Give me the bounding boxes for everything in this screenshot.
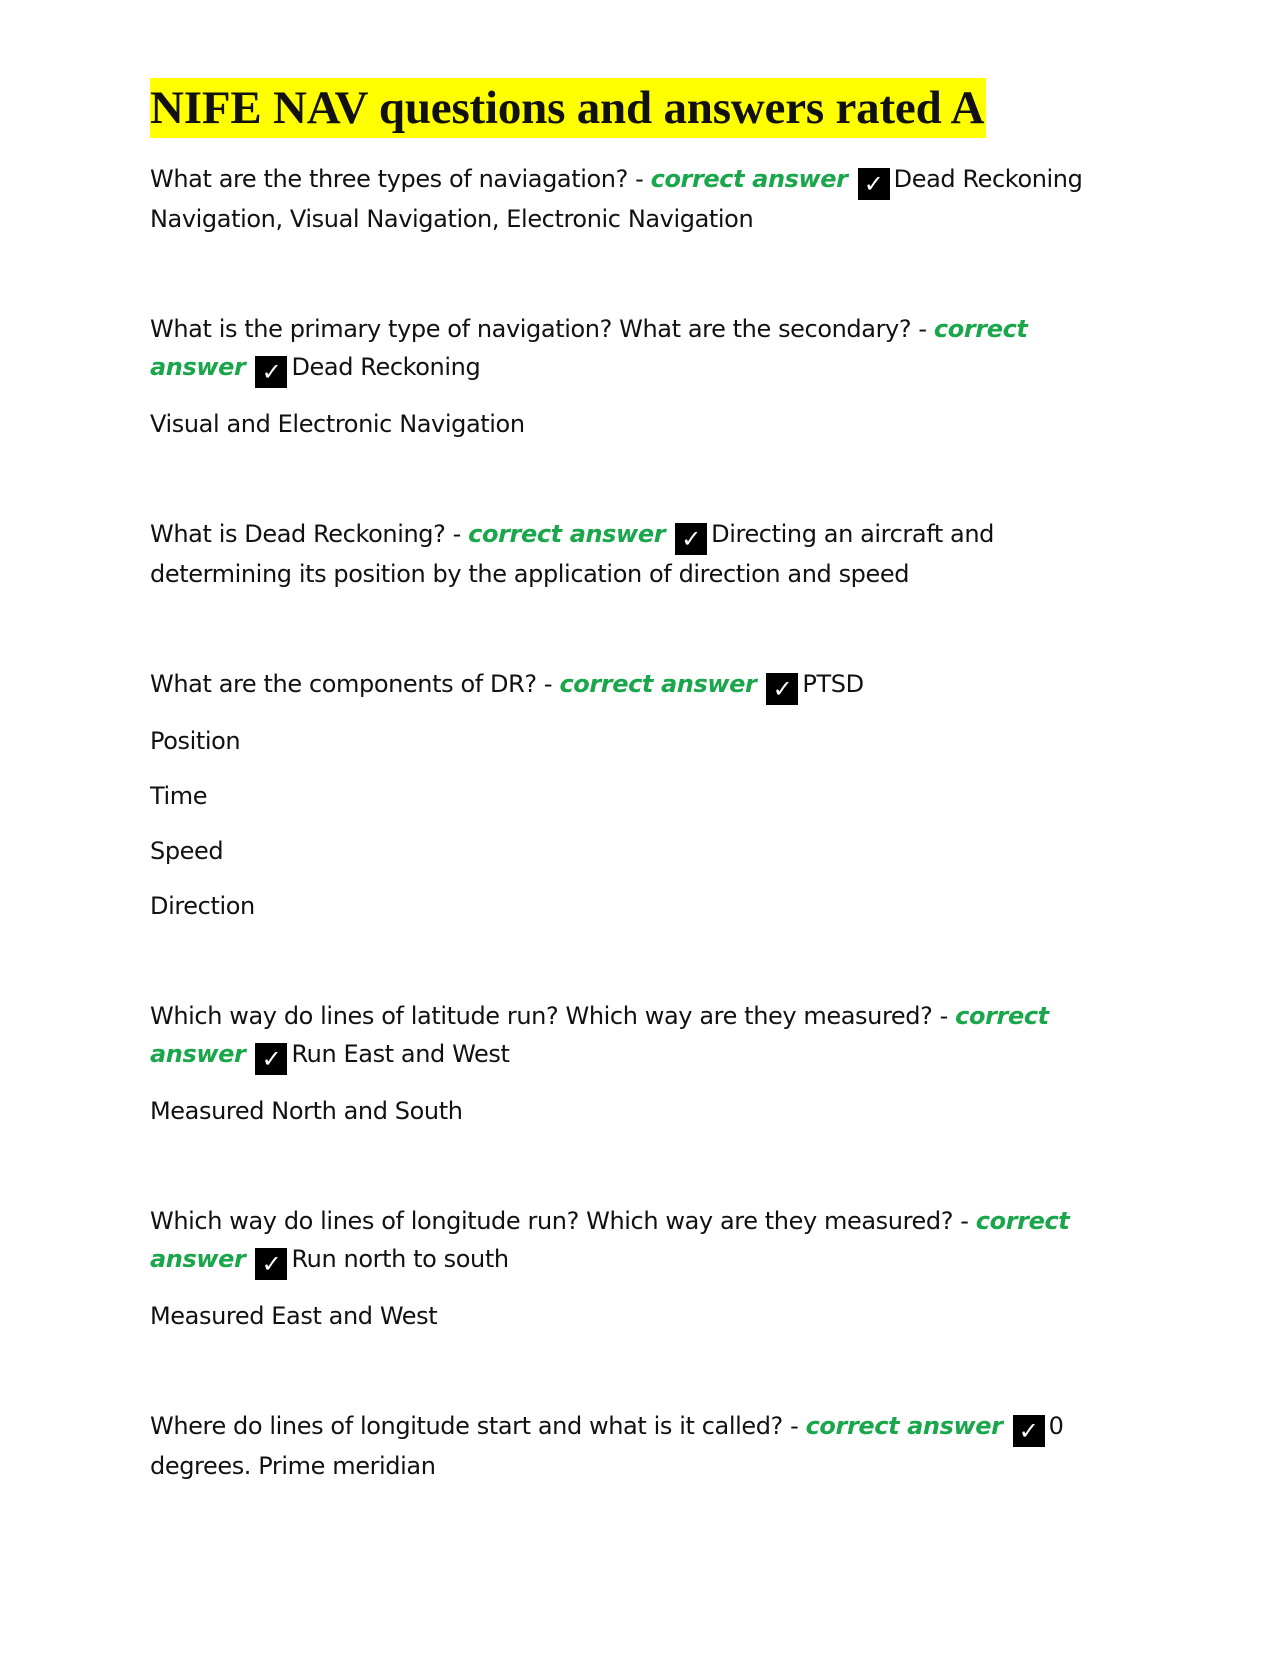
answer-extra-line: Measured East and West bbox=[150, 1302, 438, 1330]
qa-question-line bbox=[150, 997, 1130, 1075]
question-text: Which way do lines of latitude run? Which way are they measured? - bbox=[150, 1002, 956, 1030]
checkmark-icon: ✓ bbox=[1013, 1415, 1045, 1447]
qa-question-line bbox=[150, 1202, 1130, 1280]
qa-item bbox=[150, 310, 1130, 443]
answer-extra-line: Measured North and South bbox=[150, 1097, 463, 1125]
qa-item bbox=[150, 997, 1130, 1130]
correct-answer-label: correct answer bbox=[150, 1002, 1049, 1068]
answer-extra-line: Visual and Electronic Navigation bbox=[150, 410, 525, 438]
qa-item bbox=[150, 515, 1130, 593]
correct-answer-label: correct answer bbox=[468, 520, 666, 548]
answer-text: 0 degrees. Prime meridian bbox=[150, 1412, 1064, 1480]
checkmark-icon: ✓ bbox=[675, 523, 707, 555]
correct-answer-label: correct answer bbox=[805, 1412, 1003, 1440]
qa-item bbox=[150, 665, 1130, 925]
correct-answer-label: correct answer bbox=[559, 670, 757, 698]
answer-text: Dead Reckoning Navigation, Visual Navigation, Electronic Navigation bbox=[150, 165, 1083, 233]
answer-text: Dead Reckoning bbox=[291, 353, 481, 381]
answer-text: PTSD bbox=[802, 670, 864, 698]
question-text: Where do lines of longitude start and what is it called? - bbox=[150, 1412, 806, 1440]
checkmark-icon: ✓ bbox=[255, 356, 287, 388]
answer-extra-line: Direction bbox=[150, 892, 255, 920]
answer-text: Run East and West bbox=[291, 1040, 510, 1068]
document-page bbox=[150, 78, 1130, 1485]
checkmark-icon: ✓ bbox=[766, 673, 798, 705]
qa-question-line bbox=[150, 310, 1130, 388]
qa-item bbox=[150, 160, 1130, 238]
qa-question-line bbox=[150, 515, 1130, 593]
qa-question-line bbox=[150, 665, 1130, 705]
correct-answer-label: correct answer bbox=[150, 315, 1028, 381]
answer-text: Run north to south bbox=[291, 1245, 509, 1273]
checkmark-icon: ✓ bbox=[255, 1043, 287, 1075]
question-text: What is Dead Reckoning? - bbox=[150, 520, 469, 548]
document-title: NIFE NAV questions and answers rated A bbox=[150, 78, 986, 138]
answer-text: Directing an aircraft and determining its position by the application of direction and speed bbox=[150, 520, 995, 588]
question-text: What are the components of DR? - bbox=[150, 670, 560, 698]
answer-extra-line: Speed bbox=[150, 837, 224, 865]
qa-item bbox=[150, 1202, 1130, 1335]
answer-extra-line: Time bbox=[150, 782, 208, 810]
question-text: What are the three types of naviagation? - bbox=[150, 165, 651, 193]
checkmark-icon: ✓ bbox=[255, 1248, 287, 1280]
checkmark-icon: ✓ bbox=[858, 168, 890, 200]
qa-question-line bbox=[150, 160, 1130, 238]
question-text: Which way do lines of longitude run? Which way are they measured? - bbox=[150, 1207, 976, 1235]
correct-answer-label: correct answer bbox=[150, 1207, 1070, 1273]
answer-extra-line: Position bbox=[150, 727, 241, 755]
qa-item bbox=[150, 1407, 1130, 1485]
correct-answer-label: correct answer bbox=[650, 165, 848, 193]
question-text: What is the primary type of navigation? What are the secondary? - bbox=[150, 315, 934, 343]
qa-question-line bbox=[150, 1407, 1130, 1485]
